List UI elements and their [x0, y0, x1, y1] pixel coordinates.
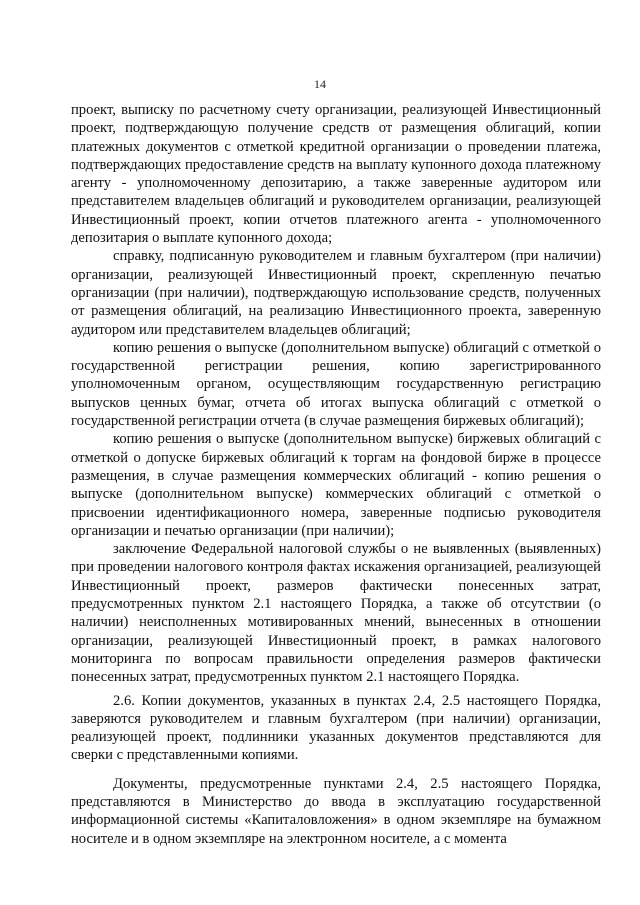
paragraph-tax-conclusion: заключение Федеральной налоговой службы о не выявленных (выявленных) при проведении налогового контроля фактах искажения организацией, реализующей Инвестиционный проект, размеров фактически понесенных затрат, предусмотренных пунктом 2.1 настоящего Порядка, а также об отсутствии (о наличии) неисполненных мотивированных мнений, вынесенных в отношении организации, реализующей Инвестиционный проект, в рамках налогового мониторинга по вопросам правильности определения размеров фактически понесенных затрат, предусмотренных пунктом 2.1 настоящего Порядка. [71, 541, 601, 686]
document-body [71, 101, 601, 848]
paragraph-documents-submission: Документы, предусмотренные пунктами 2.4, 2.5 настоящего Порядка, представляются в Министерство до ввода в эксплуатацию государственной информационной системы «Капиталовложения» в одном экземпляре на бумажном носителе и в одном экземпляре на электронном носителе, а с момента [71, 775, 601, 847]
paragraph-certificate: справку, подписанную руководителем и главным бухгалтером (при наличии) организации, реализующей Инвестиционный проект, скрепленную печатью организации (при наличии), подтверждающую использование средств, полученных от размещения облигаций, на реализацию Инвестиционного проекта, заверенную аудитором или представителем владельцев облигаций; [71, 248, 601, 338]
paragraph-exchange-bond-copy: копию решения о выпуске (дополнительном выпуске) биржевых облигаций с отметкой о допуске биржевых облигаций к торгам на фондовой бирже в процессе размещения, в случае размещения коммерческих облигаций - копию решения о выпуске (дополнительном выпуске) коммерческих облигаций с отметкой о присвоении идентификационного номера, заверенные подписью руководителя организации и печатью организации (при наличии); [71, 431, 601, 539]
page-number: 14 [314, 77, 326, 91]
paragraph-continuation: проект, выписку по расчетному счету организации, реализующей Инвестиционный проект, подтверждающую получение средств от размещения облигаций, копии платежных документов с отметкой кредитной организации о проведении платежа, подтверждающих предоставление средств на выплату купонного дохода платежному агенту - уполномоченному депозитарию, а также заверенные аудитором или представителем владельцев облигаций и руководителем организации, реализующей Инвестиционный проект, копии отчетов платежного агента - уполномоченного депозитария о выплате купонного дохода; [71, 102, 601, 247]
paragraph-bond-decision-copy: копию решения о выпуске (дополнительном выпуске) облигаций с отметкой о государственной регистрации решения, копию зарегистрированного уполномоченным органом, осуществляющим государственную регистрацию выпусков ценных бумаг, отчета об итогах выпуска облигаций с отметкой о государственной регистрации отчета (в случае размещения биржевых облигаций); [71, 339, 601, 430]
paragraph-clause-2-6: 2.6. Копии документов, указанных в пунктах 2.4, 2.5 настоящего Порядка, заверяются руководителем и главным бухгалтером (при наличии) организации, реализующей проект, подлинники указанных документов представляются для сверки с представленными копиями. [71, 692, 601, 764]
